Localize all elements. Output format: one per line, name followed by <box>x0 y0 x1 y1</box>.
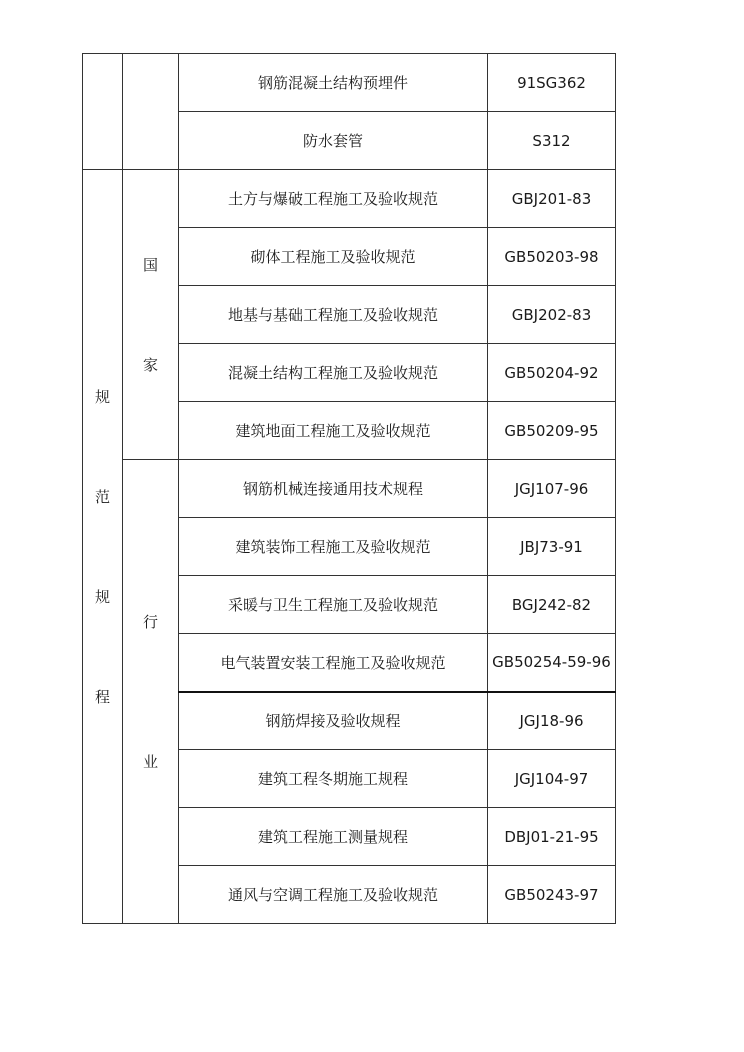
empty-subcategory-cell <box>123 54 179 170</box>
standard-code: DBJ01-21-95 <box>488 808 616 866</box>
standard-name: 电气装置安装工程施工及验收规范 <box>179 634 488 692</box>
standard-code: JGJ107-96 <box>488 460 616 518</box>
category-char: 规 <box>94 588 110 606</box>
category-char: 业 <box>142 753 158 771</box>
standard-name: 土方与爆破工程施工及验收规范 <box>179 170 488 228</box>
standard-name: 钢筋焊接及验收规程 <box>179 692 488 750</box>
category-char: 国 <box>142 256 158 274</box>
standard-name: 混凝土结构工程施工及验收规范 <box>179 344 488 402</box>
category-char: 规 <box>94 388 110 406</box>
standard-code: GBJ202-83 <box>488 286 616 344</box>
category-char: 行 <box>142 613 158 631</box>
category-national-cell <box>123 170 179 460</box>
standard-name: 建筑装饰工程施工及验收规范 <box>179 518 488 576</box>
standard-name: 建筑地面工程施工及验收规范 <box>179 402 488 460</box>
standards-table <box>82 53 616 924</box>
standard-code: GB50254-59-96 <box>488 634 616 692</box>
standard-name: 钢筋机械连接通用技术规程 <box>179 460 488 518</box>
empty-category-cell <box>83 54 123 170</box>
category-char: 家 <box>142 356 158 374</box>
category-industry-cell <box>123 460 179 924</box>
standard-code: GB50204-92 <box>488 344 616 402</box>
table-row <box>83 460 616 518</box>
standard-code: JGJ104-97 <box>488 750 616 808</box>
table-row <box>83 170 616 228</box>
standard-code: GB50243-97 <box>488 866 616 924</box>
standard-name: 地基与基础工程施工及验收规范 <box>179 286 488 344</box>
category-norms-cell <box>83 170 123 924</box>
standard-name: 建筑工程冬期施工规程 <box>179 750 488 808</box>
standard-name: 通风与空调工程施工及验收规范 <box>179 866 488 924</box>
standard-name: 采暖与卫生工程施工及验收规范 <box>179 576 488 634</box>
category-char: 程 <box>94 688 110 706</box>
standard-code: GB50203-98 <box>488 228 616 286</box>
category-char: 范 <box>94 488 110 506</box>
table-row <box>83 54 616 112</box>
standard-code: GB50209-95 <box>488 402 616 460</box>
standard-name: 钢筋混凝土结构预埋件 <box>179 54 488 112</box>
standard-code: JBJ73-91 <box>488 518 616 576</box>
standard-code: BGJ242-82 <box>488 576 616 634</box>
standard-code: JGJ18-96 <box>488 692 616 750</box>
standard-code: GBJ201-83 <box>488 170 616 228</box>
standard-code: S312 <box>488 112 616 170</box>
standard-code: 91SG362 <box>488 54 616 112</box>
standard-name: 砌体工程施工及验收规范 <box>179 228 488 286</box>
standard-name: 防水套管 <box>179 112 488 170</box>
standard-name: 建筑工程施工测量规程 <box>179 808 488 866</box>
